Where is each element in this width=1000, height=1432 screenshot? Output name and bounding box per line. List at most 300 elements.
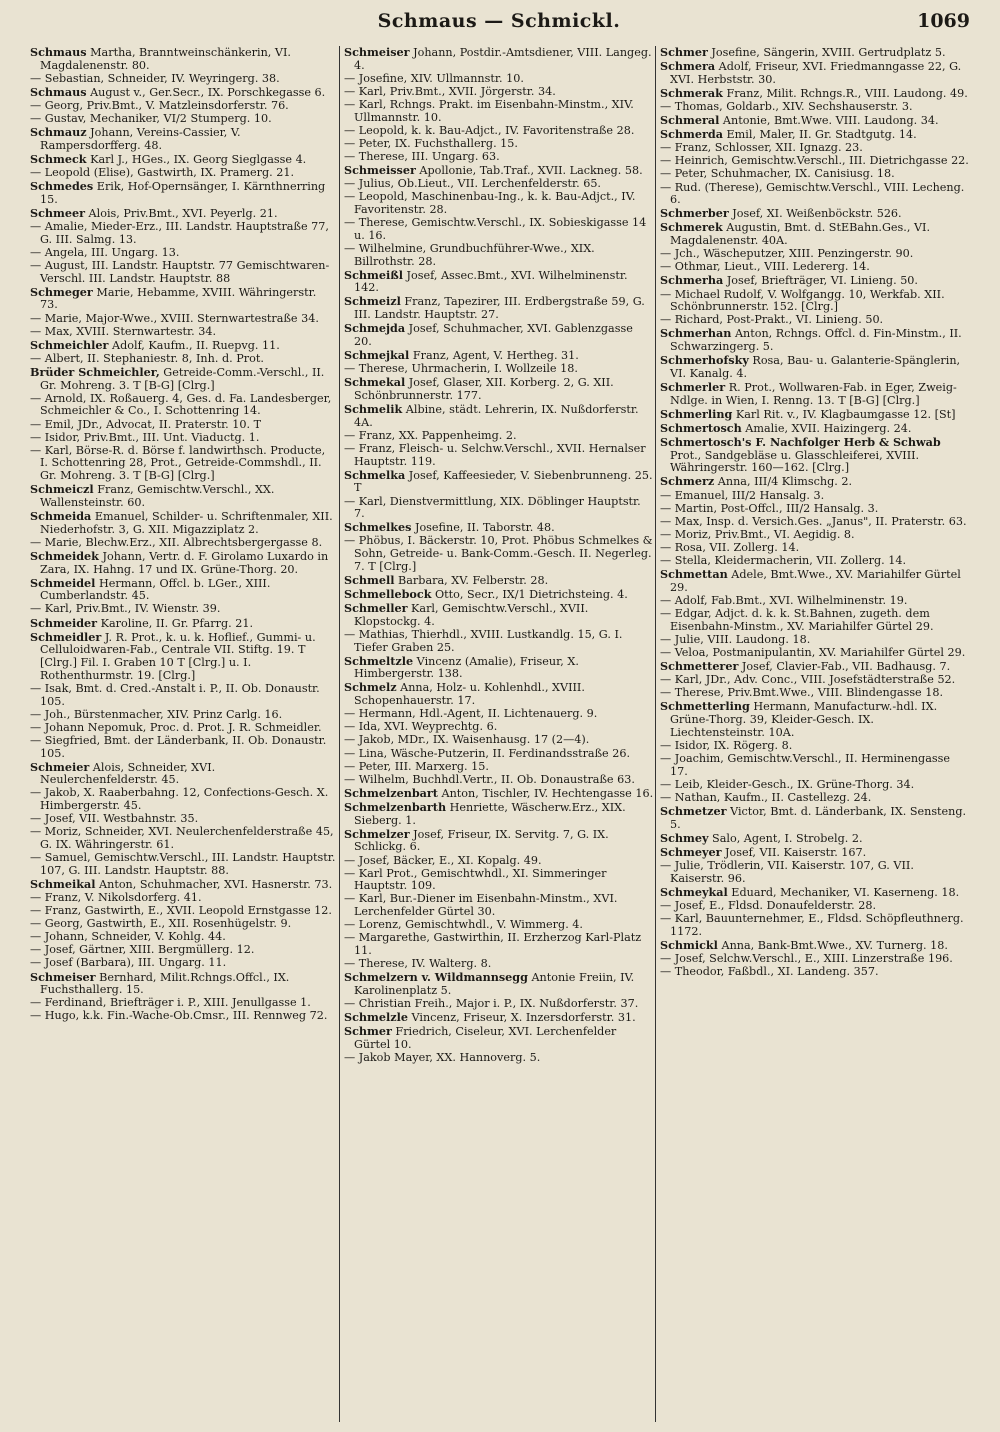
entry-details: — Karl, Bur.-Diener im Eisenbahn-Minstm., XVI. Lerchenfelder Gürtel 30. [344,892,618,919]
entry-details: Josef, Friseur, IX. Servitg. 7, G. IX. Schlickg. 6. [354,827,609,854]
entry-details: Albine, städt. Lehrerin, IX. Nußdorferstr. 4A. [354,403,639,429]
entry-details: — Siegfried, Bmt. der Länderbank, II. Ob. Donaustr. 105. [30,733,327,760]
entry-details: — Georg, Priv.Bmt., V. Matzleinsdorferstr. 76. [30,98,289,112]
entry-surname: Schmeiczl [30,482,94,497]
entry-surname: Schmeier [30,759,90,774]
directory-entry [660,327,970,353]
entry-details: — Emil, JDr., Advocat, II. Praterstr. 10. T [30,417,262,431]
entry-details: Josef, Clavier-Fab., VII. Badhausg. 7. [738,660,951,674]
directory-entry [660,555,970,568]
directory-entry [660,900,970,913]
directory-entry [660,475,970,489]
directory-entry [344,971,654,997]
directory-entry [344,588,654,602]
entry-details: — Jakob, MDr., IX. Waisenhausg. 17 (2—4). [344,733,590,747]
entry-details: — Margarethe, Gastwirthin, II. Erzherzog Karl-Platz 11. [344,931,642,957]
directory-entry [660,805,970,831]
entry-details: — Karl Prot., Gemischtwhdl., XI. Simmeringer Hauptstr. 109. [344,866,607,893]
directory-entry [344,269,654,295]
entry-details: — Heinrich, Gemischtw.Verschl., III. Dietrichgasse 22. [660,154,969,168]
entry-details: — Karl, Rchngs. Prakt. im Eisenbahn-Minstm., XIV. Ullmannstr. 10. [344,97,634,124]
entry-details: Adolf, Kaufm., II. Ruepvg. 11. [108,338,280,352]
entry-details: — Sebastian, Schneider, IV. Weyringerg. 38. [30,71,280,85]
entry-surname: Schmelzern v. Wildmannsegg [344,970,528,985]
entry-surname: Schmerda [660,127,723,142]
directory-entry [344,521,654,535]
entry-details: Franz, Tapezirer, III. Erdbergstraße 59, G. III. Landstr. Hauptstr. 27. [354,295,645,322]
directory-entry [344,787,654,801]
entry-details: — Peter, Schuhmacher, IX. Canisiusg. 18. [660,167,895,181]
entry-surname: Schmeck [30,151,87,166]
directory-entry [660,408,970,422]
directory-entry [30,221,336,246]
entry-surname: Schmeidel [30,575,96,590]
entry-details: — Hugo, k.k. Fin.-Wache-Ob.Cmsr., III. Rennweg 72. [30,1009,328,1023]
entry-surname: Schmekal [344,375,406,390]
directory-entry [660,142,970,155]
directory-entry [660,700,970,739]
entry-details: Anton, Schuhmacher, XVI. Hasnerstr. 73. [95,877,333,891]
directory-entry [344,138,654,151]
entry-surname: Schmaus [30,84,87,99]
entry-details: — Albert, II. Stephaniestr. 8, Inh. d. Prot. [30,351,264,365]
entry-details: Anton, Tischler, IV. Hechtengasse 16. [437,786,654,800]
entry-details: — Josef, VII. Westbahnstr. 35. [30,812,199,826]
entry-surname: Schmerhan [660,326,732,341]
entry-surname: Schmerz [660,474,715,489]
directory-entry [344,801,654,827]
directory-entry [344,708,654,721]
entry-surname: Schmer [344,1024,392,1039]
entry-details: J. R. Prot., k. u. k. Hoflief., Gummi- u. Celluloidwaren-Fab., Centrale VII. Stiftg. 19. T [Clrg.] Fil. I. Graben 10 T [Clrg.] u. I. Rothenthurmstr. 19. [Clrg.] [40,630,316,682]
entry-details: Friedrich, Ciseleur, XVI. Lerchenfelder Gürtel 10. [354,1025,617,1051]
entry-details: — Jakob Mayer, XX. Hannoverg. 5. [344,1050,541,1064]
entry-details: — Johann Nepomuk, Proc. d. Prot. J. R. Schmeidler. [30,720,322,734]
directory-entry [344,574,654,588]
entry-details: Vincenz, Friseur, X. Inzersdorferstr. 31. [407,1011,636,1025]
column-1 [30,46,336,1426]
entry-details: — Franz, XX. Pappenheimg. 2. [344,428,517,442]
directory-entry [660,168,970,181]
entry-details: Anna, III/4 Klimschg. 2. [714,475,853,489]
directory-entry [30,46,336,72]
entry-details: — Franz, Fleisch- u. Selchw.Verschl., XVII. Hernalser Hauptstr. 119. [344,441,646,468]
entry-details: Prot., Sandgebläse u. Glasschleiferei, XVIII. Währingerstr. 160—162. [Clrg.] [670,448,920,475]
entry-details: — Marie, Blechw.Erz., XII. Albrechtsbergergasse 8. [30,535,323,549]
directory-entry [344,681,654,707]
directory-entry [30,86,336,100]
directory-entry [660,779,970,792]
page-header [28,10,970,40]
entry-surname: Schmeisser [344,163,416,178]
directory-entry [660,529,970,542]
entry-details: — Julie, Trödlerin, VII. Kaiserstr. 107, G. VII. Kaiserstr. 96. [660,858,914,885]
entry-details: Otto, Secr., IX/1 Dietrichsteing. 4. [431,587,628,601]
entry-surname: Schmeer [30,205,85,220]
directory-entry [344,1011,654,1025]
entry-details: — Max, Insp. d. Versich.Ges. „Janus", II. Praterstr. 63. [660,514,967,528]
entry-details: — Isidor, IX. Rögerg. 8. [660,738,793,752]
directory-entry [344,86,654,99]
entry-surname: Schmeizl [344,294,401,309]
directory-entry [660,436,970,475]
entry-details: — Karl, Dienstvermittlung, XIX. Döblinger Hauptstr. 7. [344,494,641,521]
entry-details: Josef, Kaffeesieder, V. Siebenbrunneng. 25. T [354,468,653,495]
directory-entry [30,957,336,970]
directory-entry [30,167,336,180]
entry-surname: Schmelzer [344,826,410,841]
entry-details: — Hermann, Hdl.-Agent, II. Lichtenauerg. 9. [344,707,598,721]
entry-details: — Julius, Ob.Lieut., VII. Lerchenfelderstr. 65. [344,177,601,191]
entry-surname: Schmelik [344,402,403,417]
directory-entry [30,878,336,892]
entry-surname: Schmauz [30,125,87,140]
directory-entry [30,577,336,603]
entry-surname: Schmelzle [344,1010,408,1025]
directory-entry [30,944,336,957]
entry-surname: Schmertosch's F. Nachfolger Herb & Schwab [660,434,941,449]
entry-surname: Schmeyer [660,844,722,859]
entry-details: — Josef, Bäcker, E., XI. Kopalg. 49. [344,853,542,867]
column-2 [344,46,654,1426]
page-title: Schmaus — Schmickl. [377,10,621,32]
directory-entry [344,1025,654,1051]
directory-entry [660,860,970,885]
directory-entry [344,295,654,321]
directory-entry [660,913,970,938]
entry-details: Antonie Freiin, IV. Karolinenplatz 5. [354,971,635,997]
entry-details: — Jakob, X. Raaberbahng. 12, Confections-Gesch. X. Himbergerstr. 45. [30,786,329,813]
directory-entry [660,886,970,900]
directory-entry [344,151,654,164]
entry-surname: Schmellebock [344,586,432,601]
entry-surname: Schmeißl [344,267,403,282]
directory-entry [30,550,336,576]
entry-details: — Leopold (Elise), Gastwirth, IX. Pramerg. 21. [30,166,295,180]
directory-entry [344,602,654,628]
entry-details: Emanuel, Schilder- u. Schriftenmaler, XII. Niederhofstr. 3, G. XII. Migazziplatz 2. [40,509,333,536]
entry-details: Apollonie, Tab.Traf., XVII. Lackneg. 58. [415,164,643,178]
directory-entry [30,113,336,126]
directory-entry [660,503,970,516]
entry-details: — Jch., Wäscheputzer, XIII. Penzingerstr. 90. [660,247,914,261]
entry-details: Alois, Priv.Bmt., XVI. Peyerlg. 21. [85,206,278,220]
directory-entry [30,709,336,722]
entry-details: Josef, XI. Weißenböckstr. 526. [728,207,902,221]
directory-entry [30,326,336,339]
directory-entry [344,349,654,363]
directory-entry [344,164,654,178]
directory-entry [30,73,336,86]
entry-details: — Karl, Bauunternehmer, E., Fldsd. Schöpfleuthnerg. 1172. [660,911,964,938]
entry-details: Salo, Agent, I. Strobelg. 2. [708,831,863,845]
entry-details: Karl Rit. v., IV. Klagbaumgasse 12. [St] [732,407,956,421]
entry-surname: Schmeidek [30,548,99,563]
directory-entry [344,243,654,268]
directory-entry [344,761,654,774]
directory-entry [344,721,654,734]
directory-entry [30,826,336,851]
directory-entry [30,483,336,509]
directory-entry [30,761,336,787]
directory-entry [30,892,336,905]
directory-entry [30,931,336,944]
directory-entry [30,813,336,826]
directory-entry [344,932,654,957]
entry-details: — Wilhelm, Buchhdl.Vertr., II. Ob. Donaustraße 63. [344,772,635,786]
entry-surname: Schmeiser [30,969,96,984]
directory-entry [660,46,970,60]
directory-entry [30,631,336,683]
directory-entry [660,939,970,953]
entry-details: Vincenz (Amalie), Friseur, X. Himbergerstr. 138. [354,654,579,681]
directory-entry [30,353,336,366]
directory-entry [30,126,336,152]
directory-entry [344,99,654,124]
entry-details: Victor, Bmt. d. Länderbank, IX. Sensteng. 5. [670,804,967,831]
column-3 [660,46,970,1426]
entry-details: — Edgar, Adjct. d. k. k. St.Bahnen, zugeth. dem Eisenbahn-Minstm., XV. Mariahilfer Gürtel 29. [660,607,934,633]
entry-details: — Therese, Uhrmacherin, I. Wollzeile 18. [344,362,578,376]
entry-details: — Angela, III. Ungarg. 13. [30,245,180,259]
directory-entry [344,868,654,893]
entry-details: — Josef, Selchw.Verschl., E., XIII. Linzerstraße 196. [660,951,953,965]
entry-details: — Joachim, Gemischtw.Verschl., II. Herminengasse 17. [660,751,950,778]
directory-entry [660,595,970,608]
entry-details: Josef, Schuhmacher, XVI. Gablenzgasse 20. [354,322,633,348]
directory-entry [344,322,654,348]
directory-entry [30,1010,336,1023]
directory-entry [660,608,970,633]
entry-details: Rosa, Bau- u. Galanterie-Spänglerin, VI. Kanalg. 4. [670,354,961,380]
directory-entry [30,339,336,353]
entry-details: — Johann, Schneider, V. Kohlg. 44. [30,930,226,944]
entry-details: Franz, Milit. Rchngs.R., VIII. Laudong. 49. [722,86,968,100]
directory-entry [344,958,654,971]
directory-entry [30,180,336,206]
entry-details: Emil, Maler, II. Gr. Stadtgutg. 14. [722,128,917,142]
entry-details: — Franz, Gastwirth, E., XVII. Leopold Ernstgasse 12. [30,904,332,918]
directory-entry [660,422,970,436]
entry-surname: Brüder Schmeichler, [30,364,160,379]
directory-entry [30,393,336,418]
entry-details: — Therese, Priv.Bmt.Wwe., VIII. Blindengasse 18. [660,686,944,700]
directory-entry [30,787,336,812]
entry-surname: Schmeltzle [344,653,414,668]
entry-details: — Richard, Post-Prakt., VI. Linieng. 50. [660,313,884,327]
entry-surname: Schmeidler [30,629,102,644]
entry-details: — Rud. (Therese), Gemischtw.Verschl., VIII. Lecheng. 6. [660,180,965,207]
column-divider [339,46,340,1422]
entry-details: — Ida, XVI. Weyprechtg. 6. [344,720,498,734]
directory-entry [30,617,336,631]
entry-details: — Christian Freih., Major i. P., IX. Nußdorferstr. 37. [344,996,639,1010]
entry-details: Adolf, Friseur, XVI. Friedmanngasse 22, G. XVI. Herbststr. 30. [670,60,962,86]
directory-entry [660,87,970,101]
entry-details: — Georg, Gastwirth, E., XII. Rosenhügelstr. 9. [30,917,292,931]
entry-details: — Josef, E., Fldsd. Donaufelderstr. 28. [660,898,877,912]
directory-entry [660,221,970,247]
directory-entry [30,286,336,312]
directory-entry [30,971,336,997]
directory-entry [660,542,970,555]
entry-details: Bernhard, Milit.Rchngs.Offcl., IX. Fuchsthallerg. 15. [40,970,290,997]
entry-details: — Wilhelmine, Grundbuchführer-Wwe., XIX. Billrothstr. 28. [344,241,595,268]
entry-surname: Schmettan [660,567,728,582]
entry-surname: Schmeikal [30,876,96,891]
directory-entry [344,403,654,429]
directory-entry [30,918,336,931]
entry-surname: Schmedes [30,179,94,194]
entry-details: Martha, Branntweinschänkerin, VI. Magdalenenstr. 80. [40,46,291,72]
entry-details: Johann, Postdir.-Amtsdiener, VIII. Langeg. 4. [354,46,652,72]
directory-entry [660,753,970,778]
entry-surname: Schmetzer [660,803,727,818]
entry-details: — Nathan, Kaufm., II. Castellezg. 24. [660,790,872,804]
entry-details: Barbara, XV. Felberstr. 28. [394,573,549,587]
entry-details: — Martin, Post-Offcl., III/2 Hansalg. 3. [660,501,879,515]
entry-surname: Schmelzenbarth [344,799,447,814]
entry-details: — Rosa, VII. Zollerg. 14. [660,540,800,554]
entry-details: Franz, Agent, V. Hertheg. 31. [409,349,579,363]
entry-details: Karoline, II. Gr. Pfarrg. 21. [97,616,254,630]
entry-details: — Mathias, Thierhdl., XVIII. Lustkandlg. 15, G. I. Tiefer Graben 25. [344,627,623,654]
directory-entry [660,207,970,221]
directory-entry [30,735,336,760]
directory-entry [660,674,970,687]
directory-entry [660,792,970,805]
entry-details: — Therese, III. Ungarg. 63. [344,149,500,163]
entry-surname: Schmeger [30,284,93,299]
entry-details: August v., Ger.Secr., IX. Porschkegasse 6. [86,85,326,99]
entry-surname: Schmera [660,59,716,74]
entry-surname: Schmerha [660,273,724,288]
entry-details: — Veloa, Postmanipulantin, XV. Mariahilfer Gürtel 29. [660,645,966,659]
entry-details: R. Prot., Wollwaren-Fab. in Eger, Zweig-Ndlge. in Wien, I. Renng. 13. T [B-G] [Clrg.] [670,381,957,407]
entry-details: Josefine, Sängerin, XVIII. Gertrudplatz 5. [707,46,946,59]
directory-entry [344,46,654,72]
entry-details: — Ferdinand, Briefträger i. P., XIII. Jenullgasse 1. [30,996,311,1010]
entry-surname: Schmejda [344,321,406,336]
entry-surname: Schmerek [660,220,723,235]
directory-entry [344,998,654,1011]
entry-details: — Joh., Bürstenmacher, XIV. Prinz Carlg. 16. [30,707,283,721]
entry-details: — Karl, Priv.Bmt., XVII. Jörgerstr. 34. [344,84,556,98]
entry-surname: Schmell [344,572,395,587]
entry-details: — Max, XVIII. Sternwartestr. 34. [30,324,217,338]
entry-details: Antonie, Bmt.Wwe. VIII. Laudong. 34. [719,114,939,128]
entry-details: — Arnold, IX. Roßauerg. 4, Ges. d. Fa. Landesberger, Schmeichler & Co., I. Schottenring 14. [30,391,332,418]
entry-details: Hermann, Manufacturw.-hdl. IX. Grüne-Thorg. 39, Kleider-Gesch. IX. Liechtensteinstr. 10A. [670,700,938,739]
entry-details: — Stella, Kleidermacherin, VII. Zollerg. 14. [660,554,907,568]
entry-details: — Othmar, Lieut., VIII. Ledererg. 14. [660,260,870,274]
directory-entry [344,655,654,681]
entry-details: Josef, Assec.Bmt., XVI. Wilhelminenstr. 142. [354,268,628,295]
directory-entry [344,217,654,242]
entry-details: Alois, Schneider, XVI. Neulerchenfelderstr. 45. [40,760,216,787]
entry-details: — Therese, Gemischtw.Verschl., IX. Sobieskigasse 14 u. 16. [344,216,647,242]
directory-entry [344,443,654,468]
directory-entry [660,314,970,327]
entry-details: Johann, Vertr. d. F. Girolamo Luxardo in Zara, IX. Hahng. 17 und IX. Grüne-Thorg. 20. [40,549,329,576]
entry-details: Johann, Vereins-Cassier, V. Rampersdorfferg. 48. [40,126,241,152]
entry-details: — Josefine, XIV. Ullmannstr. 10. [344,71,524,85]
entry-surname: Schmertosch [660,420,742,435]
entry-details: Eduard, Mechaniker, VI. Kaserneng. 18. [727,885,960,899]
directory-entry [660,568,970,594]
directory-entry [344,828,654,854]
entry-details: — Lorenz, Gemischtwhdl., V. Wimmerg. 4. [344,918,583,932]
entry-details: — Isak, Bmt. d. Cred.-Anstalt i. P., II. Ob. Donaustr. 105. [30,681,320,708]
entry-details: Karl, Gemischtw.Verschl., XVII. Klopstockg. 4. [354,602,589,628]
directory-entry [660,832,970,846]
entry-details: Anna, Holz- u. Kohlenhdl., XVIII. Schopenhauerstr. 17. [354,681,585,708]
directory-entry [30,997,336,1010]
entry-details: — Therese, IV. Walterg. 8. [344,957,492,971]
directory-entry [30,100,336,113]
entry-surname: Schmelzenbart [344,785,438,800]
directory-entry [660,60,970,86]
directory-entry [344,125,654,138]
entry-details: — Leopold, k. k. Bau-Adjct., IV. Favoritenstraße 28. [344,123,635,137]
directory-entry [30,683,336,708]
entry-details: Karl J., HGes., IX. Georg Sieglgasse 4. [86,152,307,166]
entry-surname: Schmeykal [660,884,728,899]
directory-entry [660,261,970,274]
directory-entry [30,207,336,221]
entry-details: — Karl, JDr., Adv. Conc., VIII. Josefstädterstraße 52. [660,673,956,687]
directory-entry [30,537,336,550]
entry-surname: Schmeral [660,113,720,128]
directory-entry [344,376,654,402]
entry-details: — Marie, Major-Wwe., XVIII. Sternwartestraße 34. [30,311,319,325]
directory-entry [30,510,336,536]
entry-surname: Schmerber [660,206,729,221]
entry-details: Anna, Bank-Bmt.Wwe., XV. Turnerg. 18. [717,938,948,952]
directory-entry [30,445,336,483]
entry-details: Adele, Bmt.Wwe., XV. Mariahilfer Gürtel 29. [670,568,961,594]
page-number: 1069 [917,10,970,32]
entry-surname: Schmetterling [660,699,750,714]
entry-details: — Moriz, Schneider, XVI. Neulerchenfelderstraße 45, G. IX. Währingerstr. 61. [30,825,334,852]
directory-entry [30,419,336,432]
entry-details: Josef, VII. Kaiserstr. 167. [721,845,867,859]
directory-entry [30,905,336,918]
directory-entry [660,101,970,114]
entry-details: Amalie, XVII. Haizingerg. 24. [741,421,912,435]
directory-entry [344,73,654,86]
directory-entry [660,647,970,660]
entry-surname: Schmerling [660,406,733,421]
directory-entry [30,247,336,260]
directory-entry [660,634,970,647]
directory-entry [30,366,336,392]
directory-entry [344,430,654,443]
directory-entry [660,114,970,128]
entry-details: — Franz, Schlosser, XII. Ignazg. 23. [660,141,863,155]
entry-details: Augustin, Bmt. d. StEBahn.Ges., VI. Magdalenenstr. 40A. [670,221,931,248]
directory-entry [660,381,970,407]
entry-surname: Schmelka [344,467,406,482]
entry-details: Josef, Briefträger, VI. Linieng. 50. [723,274,918,288]
directory-entry [660,516,970,529]
entry-details: Henriette, Wäscherw.Erz., XIX. Sieberg. 1. [354,800,626,827]
directory-entry [344,748,654,761]
directory-entry [660,182,970,207]
directory-entry [660,274,970,288]
directory-entry [660,490,970,503]
directory-entry [660,740,970,753]
